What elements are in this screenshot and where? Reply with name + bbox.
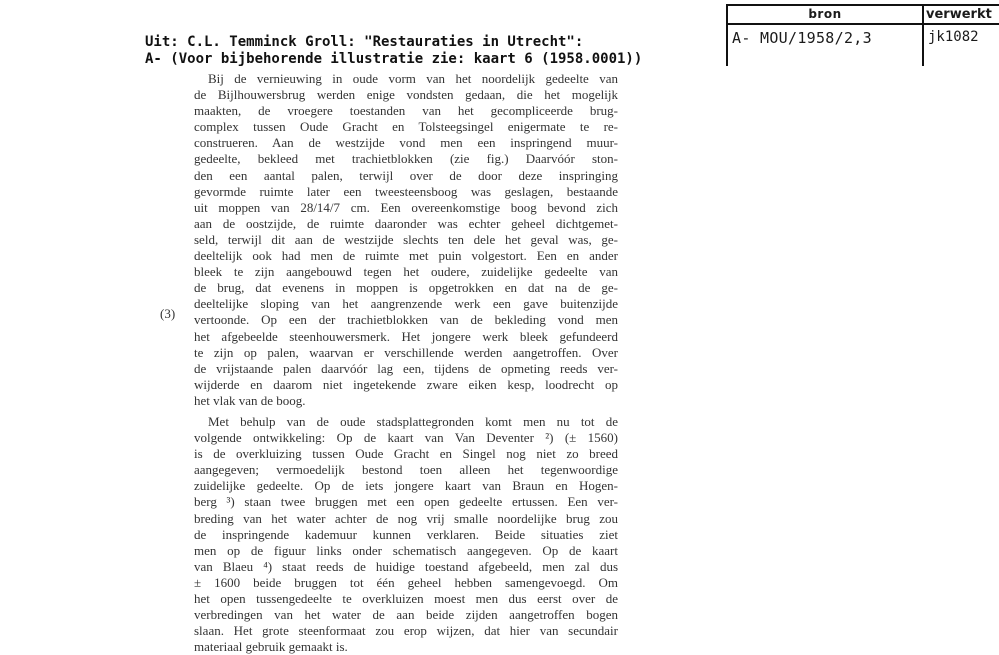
text-line: de inspringende kademuur kunnen verklaren. Beide situaties ziet <box>194 526 618 542</box>
text-line: verbredingen van het water de aan beide zijden aangetroffen bogen <box>194 607 618 623</box>
text-line: men op de figuur links onder schematisch aangegeven. Op de kaart <box>194 542 618 558</box>
bron-value: A- MOU/1958/2,3 <box>732 29 872 47</box>
text-line: construeren. Aan de westzijde vond men een inspringend muur- <box>194 135 618 151</box>
text-line: het open tussengedeelte te overkluizen moest men dus eerst over de <box>194 591 618 606</box>
text-line: gevormde ruimte later een tweesteensboog was geslagen, bestaande <box>194 183 618 199</box>
text-line: vertoonde. Op een der trachietblokken van de bekleding vond men <box>194 312 618 328</box>
verwerkt-value: jk1082 <box>928 29 979 45</box>
bron-header: bron <box>808 7 842 21</box>
text-line: bleek te zijn aangebouwd tegen het oudere, zuidelijke gedeelte van <box>194 264 618 280</box>
box-column-separator <box>922 4 924 66</box>
text-line: Bij de vernieuwing in oude vorm van het noordelijk gedeelte van <box>208 71 618 86</box>
text-line: het vlak van de boog. <box>194 392 306 408</box>
illustration-reference-line: A- (Voor bijbehorende illustratie zie: kaart 6 (1958.0001)) <box>145 51 643 67</box>
source-citation-line: Uit: C.L. Temminck Groll: "Restauraties in Utrecht": <box>145 34 584 50</box>
text-line: slaan. Het grote steenformaat zou erop wijzen, dat hier van secundair <box>194 623 618 639</box>
text-line: de brug, dat evenens in moppen is opgetrokken en dat na de ge- <box>194 280 618 296</box>
text-line: berg ³) staan twee bruggen met een open gedeelte ertussen. Een ver- <box>194 494 618 510</box>
text-line: uit moppen van 28/14/7 cm. Een overeenkomstige boog bevond zich <box>194 199 618 215</box>
text-line: van Blaeu ⁴) staat reeds de huidige toestand afgebeeld, men zal dus <box>194 558 618 574</box>
text-line: gedeelte, bekleed met trachietblokken (zie fig.) Daarvóór ston- <box>194 151 618 167</box>
text-line: de Bijlhouwersbrug werden enige vondsten gedaan, die het mogelijk <box>194 87 618 103</box>
text-line: materiaal gebruik gemaakt is. <box>194 639 348 655</box>
verwerkt-header: verwerkt <box>926 7 992 22</box>
text-line: deeltelijke sloping van het aangrenzende werk een gave buitenzijde <box>194 296 618 312</box>
text-line: de vrijstaande palen daarvóór lag een, tijdens de opmeting reeds ver- <box>194 360 618 376</box>
scanned-text-body <box>194 71 618 655</box>
text-line: zuidelijke gedeelte. Op de iets jongere kaart van Braun en Hogen- <box>194 478 618 494</box>
paragraph-2 <box>194 414 618 655</box>
text-line: seld, terwijl dit aan de westzijde slechts ten dele het geval was, ge- <box>194 231 618 247</box>
text-line: het afgebeelde steenhouwersmerk. Het jongere werk bleek gefundeerd <box>194 328 618 344</box>
paragraph-1 <box>194 71 618 409</box>
text-line: complex tussen Oude Gracht en Tolsteegsingel enigermate te re- <box>194 119 618 135</box>
text-line: te zijn op palen, waarvan er verschillende werden aangetroffen. Over <box>194 344 618 360</box>
text-line: ± 1600 beide bruggen tot één geheel hebben samengevoegd. Om <box>194 574 618 590</box>
text-line: volgende ontwikkeling: Op de kaart van Van Deventer ²) (± 1560) <box>194 430 618 446</box>
margin-note: (3) <box>160 306 176 321</box>
text-line: deeltelijk ook had men de ruimte met puin volgestort. Een en ander <box>194 248 618 264</box>
text-line: breding van het water achter de nog vrij smalle noordelijke brug zou <box>194 510 618 526</box>
registration-box <box>726 4 999 66</box>
text-line: den een aantal palen, terwijl over de door deze inspringing <box>194 167 618 183</box>
text-line: aangegeven; vermoedelijk bestond toen alleen het tegenwoordige <box>194 462 618 478</box>
text-line: wijderde en daarom niet ingetekende zware eiken kesp, loodrecht op <box>194 376 618 392</box>
text-line: aan de oostzijde, de ruimte daaronder was echter geheel dichtgemet- <box>194 215 618 231</box>
text-line: maakten, de vroegere toestanden van het gecompliceerde brug- <box>194 103 618 119</box>
box-top-rule <box>726 4 999 6</box>
box-header-rule <box>726 23 999 25</box>
text-line: is de overkluizing tussen Oude Gracht en Singel nog niet zo breed <box>194 446 618 462</box>
text-line: Met behulp van de oude stadsplattegronden komt men nu tot de <box>208 413 618 429</box>
